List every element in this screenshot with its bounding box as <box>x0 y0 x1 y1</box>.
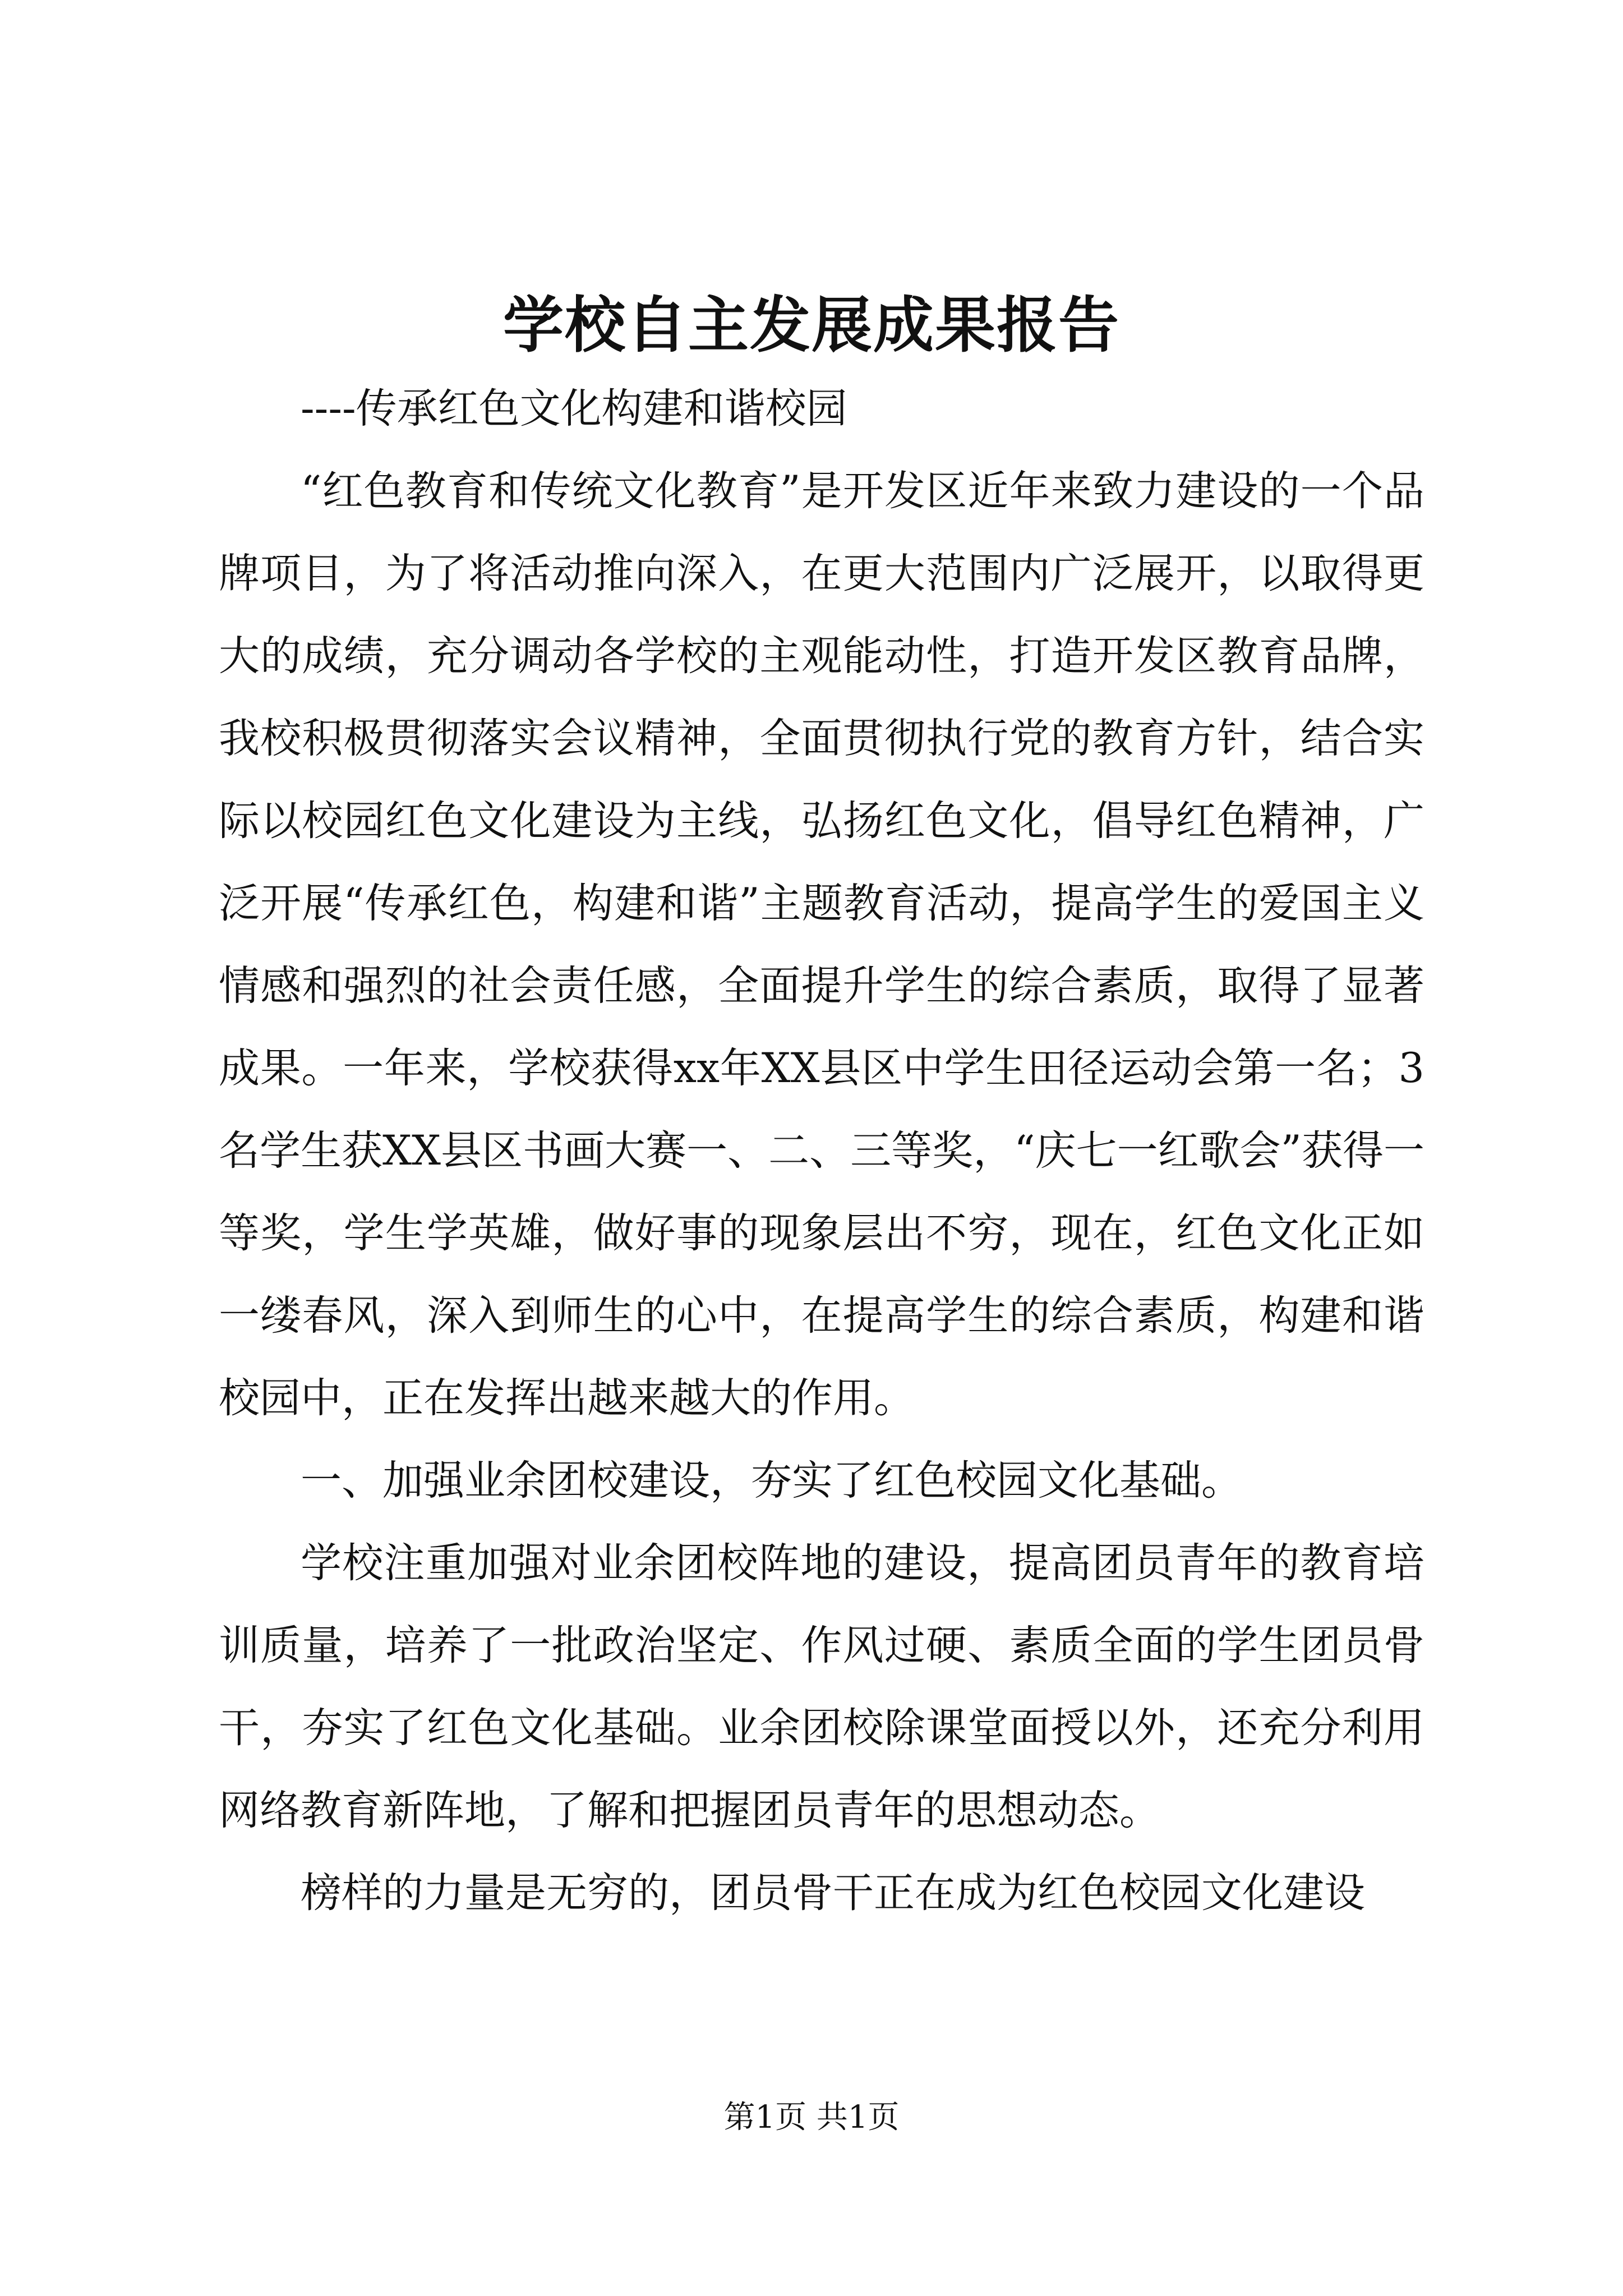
document-body <box>219 367 1424 1934</box>
paragraph-section-1: 学校注重加强对业余团校阵地的建设，提高团员青年的教育培训质量，培养了一批政治坚定、作风过硬、素质全面的学生团员骨干，夯实了红色文化基础。业余团校除课堂面授以外，还充分利用网络教育新阵地，了解和把握团员青年的思想动态。 <box>219 1539 1424 1834</box>
section-heading-1: 一、加强业余团校建设，夯实了红色校园文化基础。 <box>301 1457 1242 1504</box>
page-number-footer: 第1页 共1页 <box>723 2099 900 2136</box>
paragraph-intro: “红色教育和传统文化教育”是开发区近年来致力建设的一个品牌项目，为了将活动推向深入，在更大范围内广泛展开，以取得更大的成绩，充分调动各学校的主观能动性，打造开发区教育品牌，我校积极贯彻落实会议精神，全面贯彻执行党的教育方针，结合实际以校园红色文化建设为主线，弘扬红色文化，倡导红色精神，广泛开展“传承红色，构建和谐”主题教育活动，提高学生的爱国主义情感和强烈的社会责任感，全面提升学生的综合素质，取得了显著成果。一年来，学校获得xx年XX县区中学生田径运动会第一名；3名学生获XX县区书画大赛一、二、三等奖，“庆七一红歌会”获得一等奖，学生学英雄，做好事的现象层出不穷，现在，红色文化正如一缕春风，深入到师生的心中，在提高学生的综合素质，构建和谐校园中，正在发挥出越来越大的作用。 <box>219 467 1424 1422</box>
document-subtitle: ----传承红色文化构建和谐校园 <box>301 385 847 432</box>
paragraph-role-models: 榜样的力量是无穷的，团员骨干正在成为红色校园文化建设 <box>301 1869 1365 1917</box>
document-title: 学校自主发展成果报告 <box>502 290 1120 361</box>
